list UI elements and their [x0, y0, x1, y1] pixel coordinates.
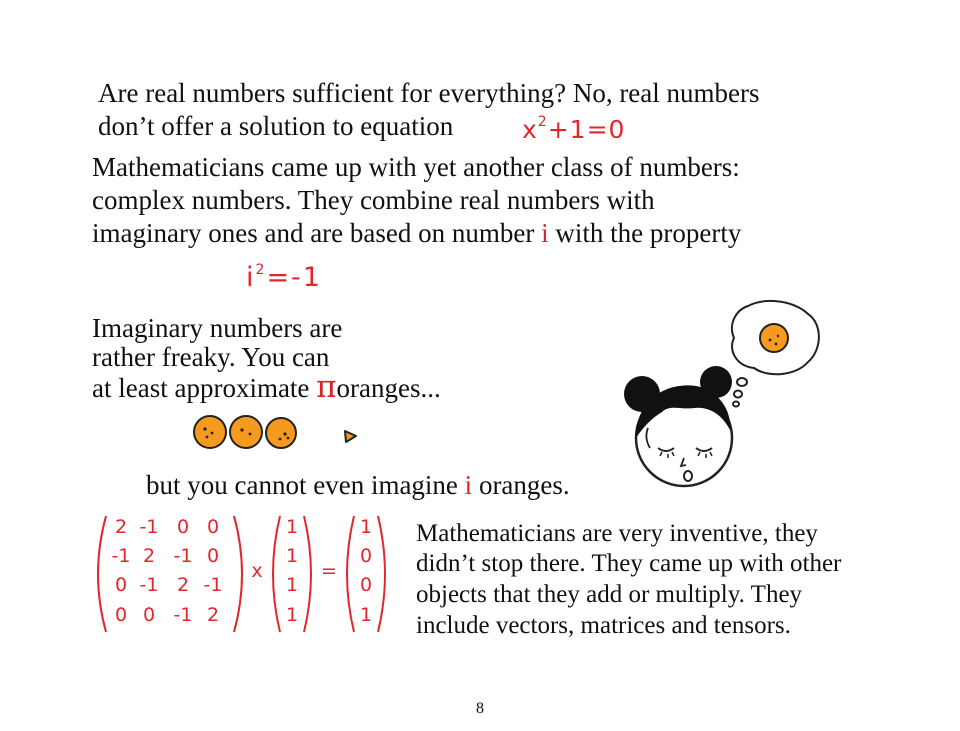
- matrix-cell: -1: [203, 574, 223, 596]
- freaky-line-2: rather freaky. You can: [92, 342, 330, 372]
- result-cell: 0: [359, 574, 373, 596]
- inventive-line-4: include vectors, matrices and tensors.: [416, 612, 791, 639]
- vector-cell: 1: [285, 516, 299, 538]
- equation-x-squared: $x^2+1=0$: [522, 114, 626, 144]
- result-cell: 1: [359, 604, 373, 626]
- matrix-cell: 0: [206, 516, 220, 538]
- matrix-cell: -1: [139, 516, 159, 538]
- matrix-cell: 2: [206, 604, 220, 626]
- matrix-cell: 2: [114, 516, 128, 538]
- result-cell: 1: [359, 516, 373, 538]
- inventive-line-2: didn’t stop there. They came up with other: [416, 550, 842, 577]
- matrix-cell: 0: [176, 516, 190, 538]
- complex-line-2: complex numbers. They combine real numbers with: [92, 185, 655, 215]
- matrix-cell: -1: [173, 604, 193, 626]
- freaky-line-1: Imaginary numbers are: [92, 313, 343, 343]
- intro-line-2: don’t offer a solution to equation: [98, 111, 454, 141]
- intro-line-1: Are real numbers sufficient for everything? No, real numbers: [98, 78, 760, 108]
- matrix-cell: 0: [114, 604, 128, 626]
- orange-icon: [194, 416, 226, 448]
- equals-sign: =: [321, 560, 337, 582]
- orange-icon: [230, 416, 262, 448]
- imagine-line: but you cannot even imagine i oranges.: [146, 470, 570, 500]
- complex-line-1: Mathematicians came up with yet another class of numbers:: [92, 152, 740, 182]
- inventive-line-1: Mathematicians are very inventive, they: [416, 520, 818, 547]
- result-cell: 0: [359, 545, 373, 567]
- complex-line-3: imaginary ones and are based on number i with the property: [92, 218, 742, 248]
- orange-slice-icon: [345, 431, 356, 442]
- freaky-line-3: at least approximate πoranges...: [92, 369, 441, 405]
- matrix-equation: [92, 512, 392, 636]
- girl-face-icon: [624, 366, 732, 486]
- page-number: 8: [476, 700, 484, 717]
- orange-icon: [266, 418, 296, 448]
- vector-cell: 1: [285, 604, 299, 626]
- matrix-cell: 2: [142, 545, 156, 567]
- pi-symbol: π: [316, 369, 337, 405]
- matrix-cell: 0: [142, 604, 156, 626]
- girl-dreaming-illustration: [618, 298, 828, 498]
- vector-cell: 1: [285, 574, 299, 596]
- thought-bubble-icon: [732, 301, 819, 407]
- oranges-illustration: [190, 412, 360, 454]
- times-sign: x: [251, 560, 263, 582]
- matrix-cell: -1: [173, 545, 193, 567]
- matrix-cell: 0: [206, 545, 220, 567]
- matrix-cell: -1: [139, 574, 159, 596]
- equation-i-squared: $i^2=-1$: [246, 262, 322, 293]
- inventive-line-3: objects that they add or multiply. They: [416, 581, 803, 608]
- matrix-cell: -1: [111, 545, 131, 567]
- matrix-cell: 0: [114, 574, 128, 596]
- vector-cell: 1: [285, 545, 299, 567]
- matrix-cell: 2: [176, 574, 190, 596]
